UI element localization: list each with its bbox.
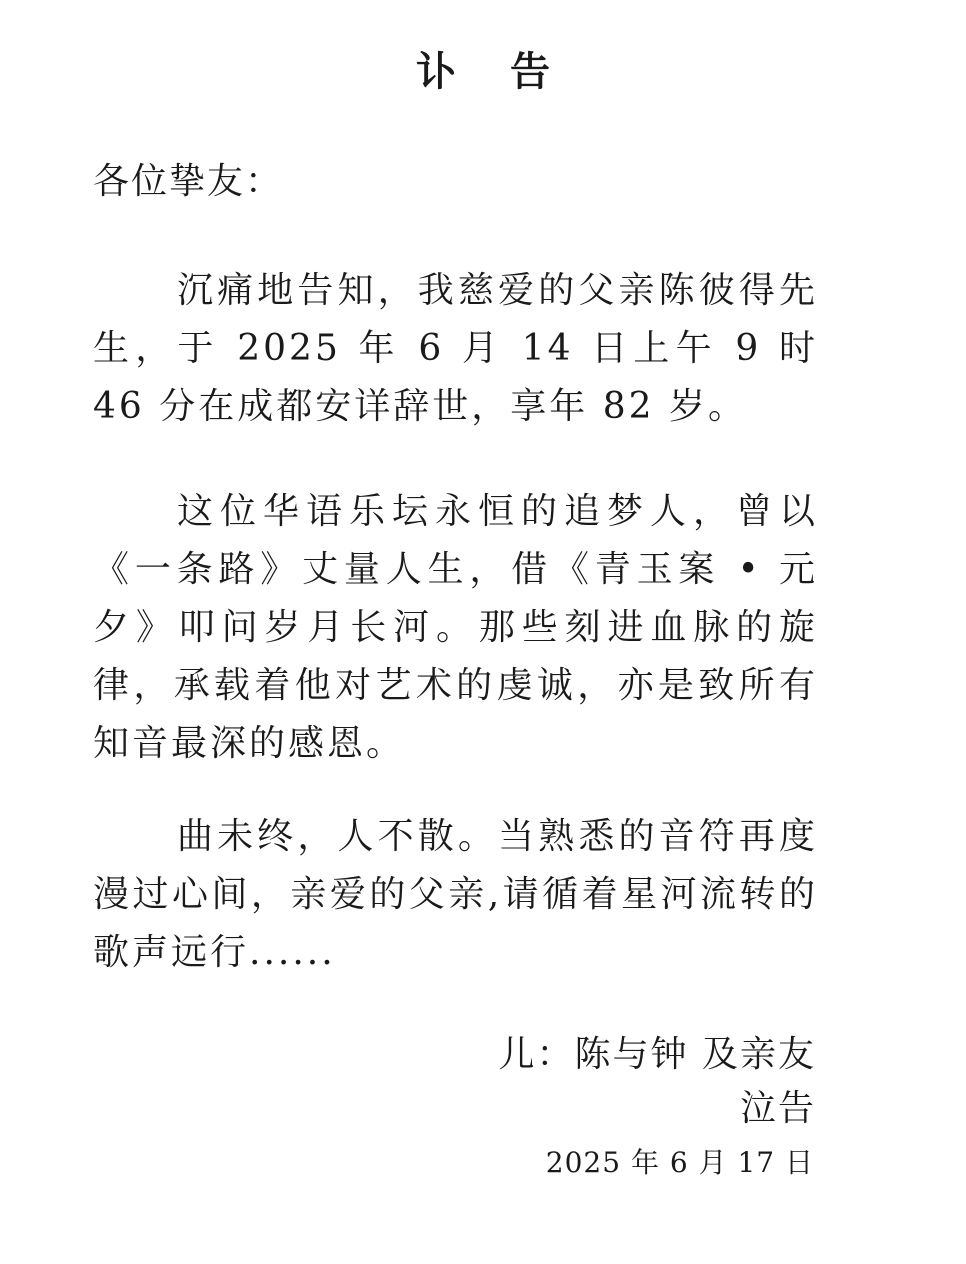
document-title: 讣 告 [416, 48, 570, 95]
paragraph-announcement: 沉痛地告知，我慈爱的父亲陈彼得先生，于 2025 年 6 月 14 日上午 9 时 46 分在成都安详辞世，享年 82 岁。 [93, 270, 818, 427]
document-date: 2025 年 6 月 17 日 [545, 1146, 814, 1179]
paragraph-farewell: 曲未终，人不散。当熟悉的音符再度漫过心间，亲爱的父亲,请循着星河流转的歌声远行...... [93, 816, 818, 973]
paragraph-tribute: 这位华语乐坛永恒的追梦人，曾以《一条路》丈量人生，借《青玉案 • 元夕》叩问岁月长河。那些刻进血脉的旋律，承载着他对艺术的虔诚，亦是致所有知音最深的感恩。 [93, 491, 818, 764]
signature-closing: 泣告 [739, 1088, 816, 1129]
signature-name: 儿：陈与钟 及亲友 [498, 1034, 816, 1075]
salutation: 各位挚友： [93, 161, 284, 202]
